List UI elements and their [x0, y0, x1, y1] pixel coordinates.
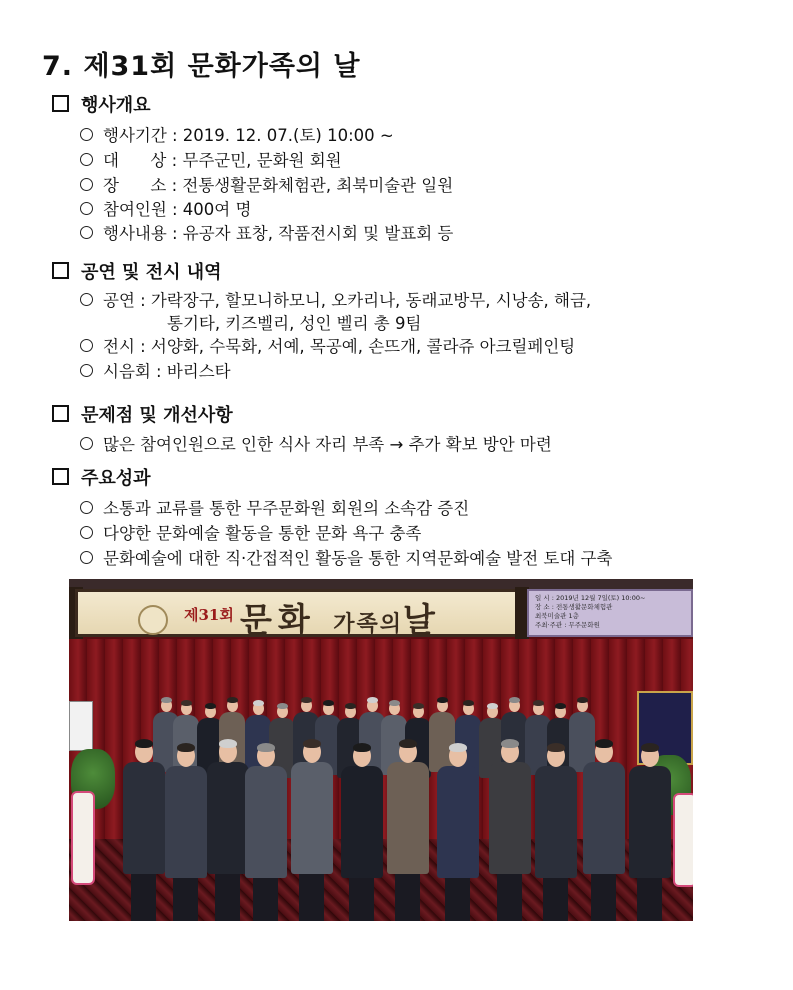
list-item: 공연 : 가락장구, 할모니하모니, 오카리나, 동래교방무, 시낭송, 해금,	[80, 287, 591, 311]
list-item: 다양한 문화예술 활동을 통한 문화 욕구 충족	[80, 520, 421, 544]
list-item: 행사내용 : 유공자 표창, 작품전시회 및 발표회 등	[80, 220, 453, 244]
list-item: 참여인원 : 400여 명	[80, 196, 251, 220]
culture-center-emblem-icon	[138, 605, 168, 635]
section-heading-results: 주요성과	[52, 464, 151, 490]
section-heading-issues: 문제점 및 개선사항	[52, 401, 233, 427]
info-line: 장 소 : 전통생활문화체험관	[535, 603, 613, 611]
list-item: 소통과 교류를 통한 무주문화원 회원의 소속감 증진	[80, 495, 469, 519]
circle-bullet-icon	[80, 364, 93, 377]
checkbox-square-icon	[52, 262, 69, 279]
national-flag	[69, 701, 93, 751]
list-item-continuation: 통기타, 키즈벨리, 성인 벨리 총 9팀	[167, 314, 422, 333]
list-item: 전시 : 서양화, 수묵화, 서예, 목공예, 손뜨개, 콜라쥬 아크릴페인팅	[80, 333, 575, 357]
circle-bullet-icon	[80, 293, 93, 306]
event-info-board	[527, 589, 693, 637]
info-line: 일 시 : 2019년 12월 7일(토) 10:00~	[535, 594, 646, 602]
section-heading-performance: 공연 및 전시 내역	[52, 258, 222, 284]
info-line: 최북미술관 1층	[535, 612, 579, 620]
circle-bullet-icon	[80, 128, 93, 141]
list-item: 행사기간 : 2019. 12. 07.(토) 10:00 ~	[80, 122, 394, 146]
banner-title: 문화 가족의날	[240, 600, 441, 639]
circle-bullet-icon	[80, 153, 93, 166]
ceiling	[69, 579, 693, 589]
circle-bullet-icon	[80, 202, 93, 215]
event-group-photo	[69, 579, 693, 921]
info-line: 주최·주관 : 무주문화원	[535, 621, 600, 629]
flower-wreath	[673, 793, 693, 887]
circle-bullet-icon	[80, 526, 93, 539]
list-item: 시음회 : 바리스타	[80, 358, 231, 382]
checkbox-square-icon	[52, 468, 69, 485]
list-item: 문화예술에 대한 직·간접적인 활동을 통한 지역문화예술 발전 토대 구축	[80, 545, 612, 569]
circle-bullet-icon	[80, 178, 93, 191]
checkbox-square-icon	[52, 95, 69, 112]
flower-wreath	[71, 791, 95, 885]
circle-bullet-icon	[80, 501, 93, 514]
circle-bullet-icon	[80, 551, 93, 564]
list-item: 장 소 : 전통생활문화체험관, 최북미술관 일원	[80, 172, 453, 196]
page-title: 7. 제31회 문화가족의 날	[42, 51, 361, 82]
section-heading-overview: 행사개요	[52, 91, 151, 117]
banner-edition: 제31회	[184, 606, 234, 624]
circle-bullet-icon	[80, 437, 93, 450]
checkbox-square-icon	[52, 405, 69, 422]
event-banner	[75, 589, 523, 637]
list-item: 대 상 : 무주군민, 문화원 회원	[80, 147, 342, 171]
circle-bullet-icon	[80, 226, 93, 239]
list-item: 많은 참여인원으로 인한 식사 자리 부족 → 추가 확보 방안 마련	[80, 431, 552, 455]
circle-bullet-icon	[80, 339, 93, 352]
